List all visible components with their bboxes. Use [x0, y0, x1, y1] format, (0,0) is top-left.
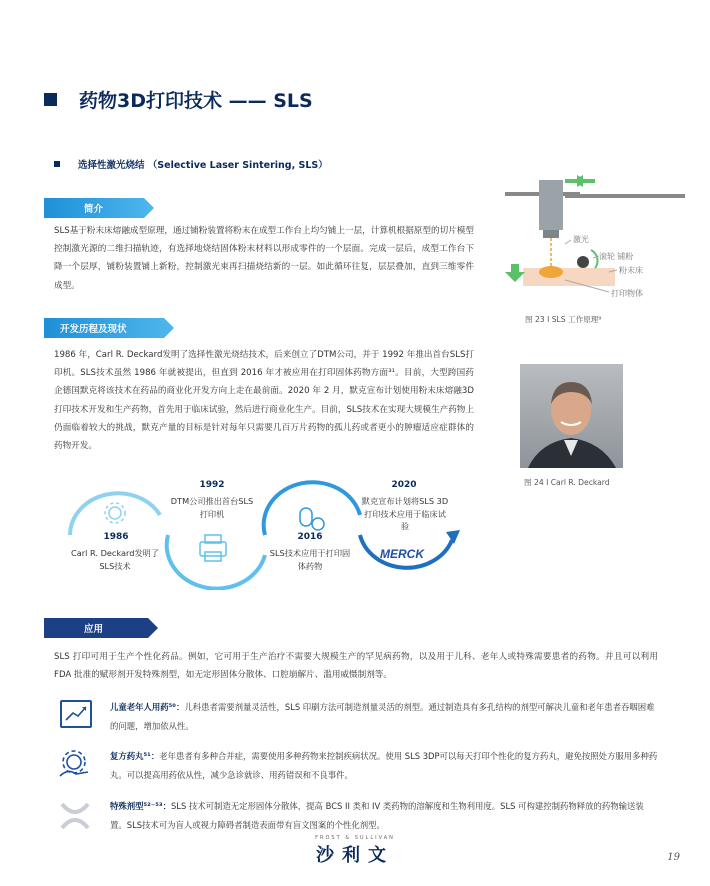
sls-principle-diagram: [505, 172, 690, 304]
timeline-text-2020: 默克宣布计划将SLS 3D打印技术应用于临床试验: [361, 496, 449, 531]
diagram-label-laser: 激光: [573, 235, 589, 244]
chart-line-icon: [60, 700, 92, 728]
page-title: 药物3D打印技术 —— SLS: [79, 90, 313, 112]
footer-logo: [0, 835, 710, 867]
diagram-label-roller: 滚轮 铺粉: [599, 252, 634, 261]
footer-brand-cn: 沙利文: [316, 845, 394, 866]
application-label-tag: [44, 618, 158, 638]
intro-label: 简介: [84, 204, 104, 215]
page-title-row: [44, 86, 313, 113]
history-paragraph: 1986 年，Carl R. Deckard发明了选择性激光烧结技术，后来创立了DTM公司，并于 1992 年推出首台SLS打印机。SLS技术虽然 1986 年就被提出，但直到 2016 年才被应用在打印固体药物方面³¹。目前，大型跨国药企德国默克将该技术在药品的商业化开发方向上走在最前面。2020 年 2 月，默克宣布计划使用粉末床熔融3D打印技术开发和生产药物，首先用于临床试验，然后进行商业化生产。目前，SLS技术在实现大规模生产药物上仍面临着较大的挑战，默克产量的目标是针对每年只需要几百万片药物的孤儿药或者更小的肿瘤适应症群体的药物开发。: [54, 350, 474, 452]
ribbon-icon: [58, 800, 92, 832]
timeline-year-2020: 2020: [391, 480, 417, 490]
application-item-pediatric: [110, 698, 658, 736]
figure24-caption: 图 24 I Carl R. Deckard: [524, 478, 610, 487]
subheading-bullet: [54, 161, 60, 167]
application-paragraph: SLS 打印可用于生产个性化药品。例如，它可用于生产治疗不需要大规模生产的罕见病药物，以及用于儿科、老年人或特殊需要患者的药物。并且可以利用 FDA 批准的赋形剂开发特殊剂型，如无定形固体分散体、口腔崩解片、滥用威慑制剂等。: [54, 652, 658, 681]
diagram-label-object: 打印物体: [611, 289, 643, 298]
history-label: 开发历程及现状: [60, 324, 127, 335]
intro-label-tag: [44, 198, 154, 218]
diagram-label-powder-bed: 粉末床: [619, 266, 643, 275]
portrait-illustration: [520, 364, 623, 468]
timeline-year-2016: 2016: [297, 532, 323, 542]
pill-icon: [300, 508, 324, 530]
intro-paragraph: SLS基于粉末床熔融成型原理，通过铺粉装置将粉末在成型工作台上均匀铺上一层，计算机根据原型的切片模型控制激光源的二维扫描轨迹，有选择地烧结固体粉末材料以形成零件的一个层面。完成一层后，成型工作台下降一个层厚，铺粉装置铺上新粉，控制激光束再扫描烧结新的一层。如此循环往复，层层叠加，直到三维零件成型。: [54, 226, 474, 291]
subheading: 选择性激光烧结 （Selective Laser Sintering, SLS）: [78, 160, 328, 171]
merck-logo: MERCK: [380, 547, 424, 561]
application-item-title: 特殊剂型⁵²⁻⁵³：: [110, 801, 171, 811]
timeline-year-1992: 1992: [199, 480, 225, 490]
subheading-row: [54, 157, 328, 171]
timeline-text-1986: Carl R. Deckard发明了SLS技术: [70, 548, 160, 571]
application-item-title: 儿童老年人用药⁵⁰：: [110, 702, 185, 712]
application-item-title: 复方药丸⁵¹：: [110, 751, 160, 761]
application-item-text: 儿科患者需要剂量灵活性，SLS 印刷方法可制造剂量灵活的剂型。通过制造具有多孔结构的剂型可解决儿童和老年患者吞咽困难的问题，增加依从性。: [110, 702, 655, 731]
timeline-year-1986: 1986: [103, 532, 129, 542]
timeline-text-1992: DTM公司推出首台SLS打印机: [170, 496, 254, 519]
timeline-text-2016: SLS技术应用于打印固体药物: [269, 548, 351, 571]
gear-hand-icon: [58, 748, 92, 780]
application-item-text: 老年患者有多种合并症，需要使用多种药物来控制疾病状况。使用 SLS 3DP可以每天打印个性化的复方药丸，避免按照处方服用多种药丸。可以提高用药依从性，减少急诊就诊、用药错误和不良事件。: [110, 751, 658, 780]
history-label-tag: [44, 318, 174, 338]
deckard-photo: [520, 364, 623, 468]
figure23-caption: 图 23 I SLS 工作原理⁹: [525, 315, 602, 324]
footer-brand-en: FROST & SULLIVAN: [315, 835, 395, 841]
application-label: 应用: [84, 624, 104, 635]
application-item-combination: [110, 747, 658, 785]
application-item-special-forms: [110, 797, 658, 835]
title-bullet: [44, 93, 57, 106]
gear-icon: [105, 503, 125, 523]
page-number: 19: [667, 852, 680, 863]
application-item-text: SLS 技术可制造无定形固体分散体，提高 BCS II 类和 IV 类药物的溶解度和生物利用度。SLS 可构建控制药物释放的药物输送装置。SLS技术可为盲人或视力障碍者制造表面带有盲文图案的个性化剂型。: [110, 801, 644, 830]
printer-icon: [200, 535, 226, 561]
